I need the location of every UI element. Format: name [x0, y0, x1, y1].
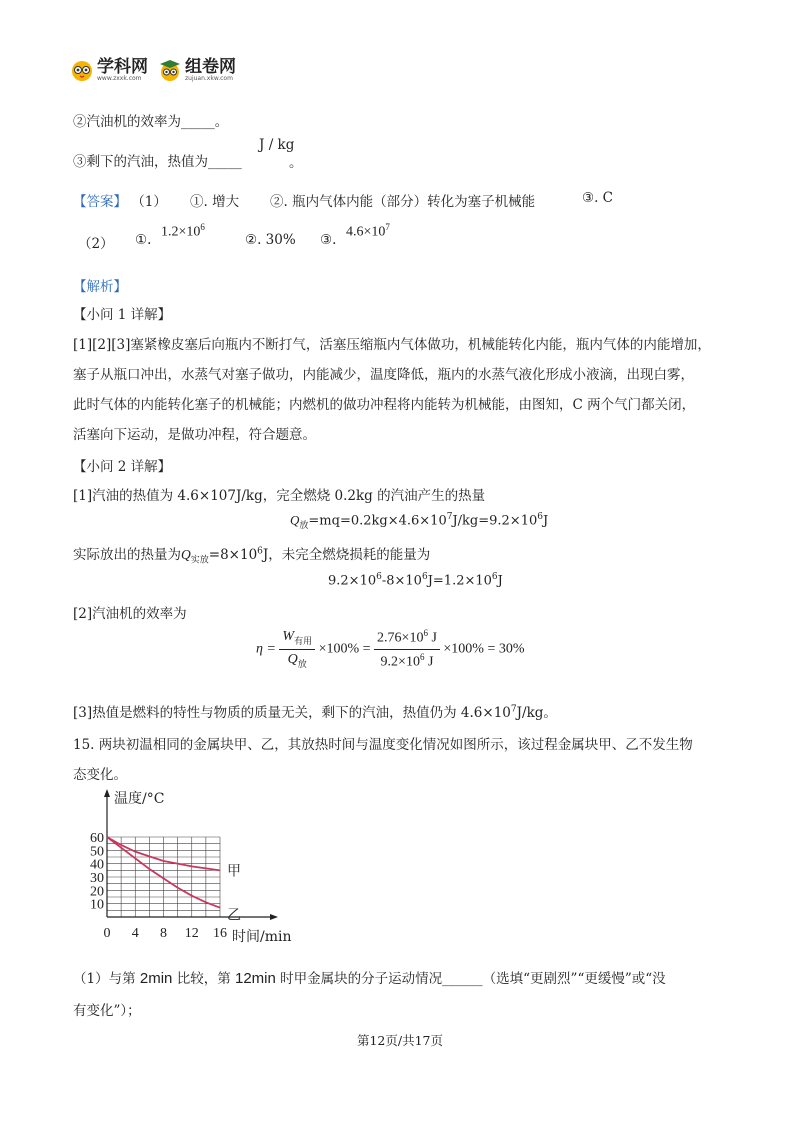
q3-unit: J / kg [259, 137, 295, 153]
equation-3: η = $\frac{W_{有用}}{Q_放}$ ×100% = $\frac{2.76\times 10^6 J}{9.2\times 10^6 J}$ ×100% = 30% [256, 628, 525, 670]
answer-part2: （2） [78, 236, 114, 252]
q15-sub1-line1: （1）与第 2min 比较，第 12min 时甲金属块的分子运动情况______（选填“更剧烈”“更缓慢”或“没 [73, 970, 666, 987]
answer-2-2: ②. 30% [245, 232, 296, 248]
chart-ticks [90, 831, 227, 941]
fraction-numeric: $\frac{2.76\times 10^6 J}{9.2\times 10^6 J}$ [374, 628, 440, 670]
analysis-para1-line3: 此时气体的内能转化塞子的机械能；内燃机的做功冲程将内能转为机械能，由图知，C 两个气门都关闭， [73, 397, 696, 413]
analysis-line1: [1]汽油的热值为 4.6×107J/kg，完全燃烧 0.2kg 的汽油产生的热量 [73, 488, 486, 504]
analysis-line2: 实际放出的热量为$Q_{实放}=8\times 10^6J$，未完全燃烧损耗的能量为 [73, 546, 431, 566]
page-footer: 第12页/共17页 [356, 1033, 444, 1048]
chart-series [107, 837, 241, 924]
answer-2-1-label: ①. [135, 232, 152, 248]
series-label-1: 甲 [227, 863, 241, 880]
answer-tag: 【答案】 [73, 194, 127, 210]
answer-1-2: ②. 瓶内气体内能（部分）转化为塞子机械能 [270, 194, 536, 210]
xueke-logo [70, 58, 148, 82]
logo1-text: 学科网 [97, 56, 148, 77]
q15-sub1-line2: 有变化”）； [73, 1003, 141, 1019]
q3-line [73, 137, 303, 171]
y-tick-label: 60 [90, 831, 104, 846]
answer-line-1 [73, 190, 167, 210]
answer-part1: （1） [131, 194, 167, 210]
answer-1-3: ③. C [582, 190, 614, 206]
q3-end: 。 [289, 155, 303, 171]
y-tick-label: 20 [90, 884, 104, 900]
x-tick-label: 16 [213, 926, 227, 941]
owl-icon [70, 58, 94, 82]
equation-2: $9.2\times 10^6-8\times 10^6J=1.2\times 10^6J$ [328, 572, 503, 589]
y-tick-label: 30 [90, 871, 104, 886]
y-axis-arrow [104, 789, 110, 797]
graduate-owl-icon [158, 58, 182, 82]
x-tick-label: 4 [131, 926, 139, 941]
x-axis-arrow [270, 914, 278, 920]
answer-2-3-value: $4.6\times 10^7$ [346, 222, 390, 240]
y-tick-label: 50 [90, 844, 104, 860]
analysis-tag: 【解析】 [73, 279, 127, 295]
temperature-time-chart [80, 783, 310, 948]
x-tick-label: 12 [184, 926, 199, 941]
equation-1: $Q_放=mq=0.2kg\times 4.6\times 10^7J/kg=9.2\times 10^6J$ [290, 512, 549, 531]
logo2-sub: zujuan.xkw.com [185, 74, 233, 82]
answer-2-3-label: ③. [320, 232, 337, 248]
x-tick-label: 8 [160, 926, 167, 941]
analysis-sub2: 【小问 2 详解】 [73, 459, 172, 475]
y-tick-label: 10 [90, 897, 104, 913]
logo2-text: 组卷网 [185, 56, 236, 77]
analysis-line4: [3]热值是燃料的特性与物质的质量无关，剩下的汽油，热值仍为 $4.6\times 10^7J/kg$。 [73, 704, 557, 721]
logo1-sub: www.zxxk.com [97, 74, 142, 82]
fraction-w-over-q: $\frac{W_{有用}}{Q_放}$ [279, 629, 315, 670]
q15-line2: 态变化。 [73, 767, 127, 783]
q3-label: ③剩下的汽油，热值为_____ [73, 154, 242, 170]
analysis-line3: [2]汽油机的效率为 [73, 606, 187, 622]
analysis-para1-line2: 塞子从瓶口冲出，水蒸气对塞子做功，内能减少，温度降低，瓶内的水蒸气液化形成小液滴，出现白雾， [73, 367, 694, 383]
chart-xlabel: 时间/min [232, 929, 292, 945]
y-tick-label: 40 [90, 857, 104, 873]
chart-ylabel: 温度/°C [114, 791, 165, 807]
answer-1-1: ①. 增大 [190, 194, 240, 210]
header-logos [70, 58, 236, 82]
q2-line: ②汽油机的效率为_____。 [73, 114, 229, 130]
analysis-para1-line4: 活塞向下运动，是做功冲程，符合题意。 [73, 427, 316, 443]
x-tick-label: 0 [103, 926, 111, 941]
analysis-sub1: 【小问 1 详解】 [73, 307, 172, 323]
zujuan-logo [158, 58, 236, 82]
q15-line1: 15. 两块初温相同的金属块甲、乙，其放热时间与温度变化情况如图所示，该过程金属块甲、乙不发生物 [73, 737, 693, 753]
analysis-para1-line1: [1][2][3]塞紧橡皮塞后向瓶内不断打气，活塞压缩瓶内气体做功，机械能转化内能，瓶内气体的内能增加， [73, 337, 711, 353]
series-label-2: 乙 [227, 907, 241, 924]
answer-2-1-value: $1.2\times 10^6$ [161, 222, 205, 240]
